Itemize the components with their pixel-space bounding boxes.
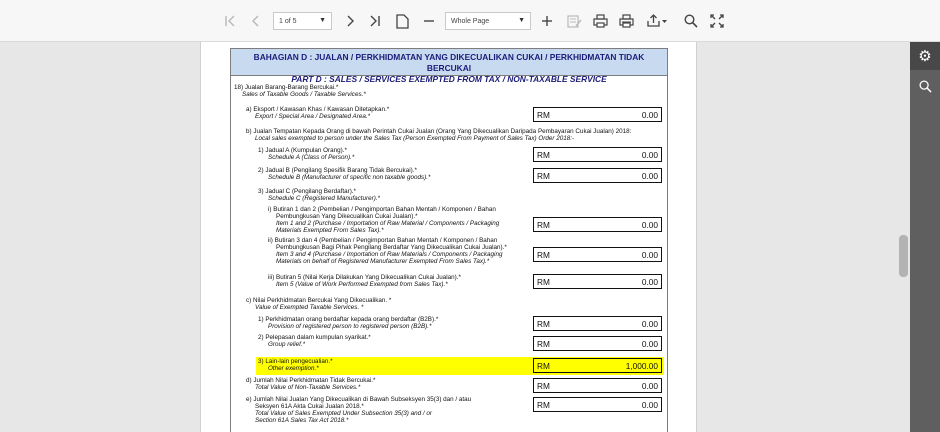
item-e-label-en-2: Section 61A Sales Tax Act 2018.* — [255, 417, 349, 424]
pdf-page — [200, 42, 697, 432]
item-b1-label-en: Schedule A (Class of Person).* — [268, 154, 355, 161]
item-e-value: 0.00 — [641, 400, 658, 410]
previous-page-icon[interactable] — [248, 11, 264, 31]
item-b2-value: 0.00 — [641, 171, 658, 181]
item-b3-label: 3) Jadual C (Pengilang Berdaftar).* — [258, 188, 357, 195]
item-c3-field[interactable] — [533, 358, 662, 373]
search-icon[interactable] — [910, 72, 940, 100]
vertical-scrollbar[interactable] — [897, 42, 910, 432]
item-b3i-label-2: Pembungkusan Yang Dikecualikan Cukai Jualan).* — [276, 213, 418, 220]
item-c2-value: 0.00 — [641, 339, 658, 349]
item-b3i-label: i) Butiran 1 dan 2 (Pembelian / Pengimportan Bahan Mentah / Komponen / Bahan — [268, 206, 496, 213]
item-b3i-label-en: Item 1 and 2 (Purchase / Importation of Raw Material / Components / Packaging — [276, 220, 500, 227]
item-b-label-en: Local sales exempted to person under the Sales Tax (Person Exempted From Payment of Sales Tax) Order 2018:- — [255, 135, 575, 142]
currency-label: RM — [537, 400, 550, 410]
item-b3i-field[interactable] — [533, 217, 662, 232]
item-e-label-en: Total Value of Sales Exempted Under Subsection 35(3) and / or — [255, 410, 433, 417]
item-d-value: 0.00 — [641, 381, 658, 391]
item-c2-label-en: Group relief.* — [268, 341, 306, 348]
item-c2-label: 2) Pelepasan dalam kumpulan syarikat.* — [258, 334, 371, 341]
zoom-in-icon[interactable] — [539, 11, 555, 31]
item-b2-label: 2) Jadual B (Pengilang Spesifik Barang Tidak Bercukai).* — [258, 167, 417, 174]
section-title-english: PART D : SALES / SERVICES EXEMPTED FROM TAX / NON-TAXABLE SERVICE — [291, 74, 607, 84]
currency-label: RM — [537, 339, 550, 349]
item-c1-label-en: Provision of registered person to registered person (B2B).* — [268, 323, 432, 330]
right-sidebar — [910, 42, 940, 432]
next-page-icon[interactable] — [342, 11, 358, 31]
currency-label: RM — [537, 150, 550, 160]
zoom-out-icon[interactable] — [421, 11, 437, 31]
item-c3-label-en: Other exemption.* — [268, 365, 319, 372]
gear-icon[interactable]: ⚙ — [910, 42, 940, 70]
item-d-label-en: Total Value of Non-Taxable Services.* — [255, 384, 361, 391]
page-view-icon[interactable] — [394, 11, 410, 31]
last-page-icon[interactable] — [367, 11, 383, 31]
item-c-label-en: Value of Exempted Taxable Services. * — [255, 304, 364, 311]
item-b3i-label-en-2: Materials Exempted From Sales Tax).* — [276, 227, 384, 234]
first-page-icon[interactable] — [222, 11, 238, 31]
item-b3iii-label-en: Item 5 (Value of Work Performed Exempted from Sales Tax).* — [276, 281, 448, 288]
item-b2-field[interactable] — [533, 168, 662, 183]
currency-label: RM — [537, 171, 550, 181]
pdf-toolbar — [0, 0, 940, 42]
item-c3-value: 1,000.00 — [625, 361, 658, 371]
item-e-label-2: Seksyen 61A Akta Cukai Jualan 2018.* — [255, 403, 364, 410]
zoom-level: Whole Page — [451, 17, 490, 25]
page-indicator: 1 of 5 — [279, 17, 297, 25]
currency-label: RM — [537, 220, 550, 230]
page-selector[interactable] — [273, 12, 332, 30]
item-b3iii-value: 0.00 — [641, 277, 658, 287]
item-b3i-value: 0.00 — [641, 220, 658, 230]
item-b3ii-label: ii) Butiran 3 dan 4 (Pembelian / Pengimportan Bahan Mentah / Komponen / Bahan — [268, 237, 498, 244]
item-b2-label-en: Schedule B (Manufacturer of specific non taxable goods).* — [268, 174, 431, 181]
item-b1-value: 0.00 — [641, 150, 658, 160]
annotate-icon[interactable] — [565, 11, 583, 31]
currency-label: RM — [537, 277, 550, 287]
item-b3-label-en: Schedule C (Registered Manufacturer).* — [268, 195, 380, 202]
item-a-label-en: Export / Special Area / Designated Area.* — [255, 113, 371, 120]
item-b3ii-label-2: Pembungkusan Bagi Pihak Pengilang Berdaftar Yang Dikecualikan Cukai Jualan).* — [276, 244, 507, 251]
currency-label: RM — [537, 110, 550, 120]
item-c1-field[interactable] — [533, 316, 662, 331]
search-icon[interactable] — [682, 11, 700, 31]
item-b3ii-field[interactable] — [533, 247, 662, 262]
item-b3iii-field[interactable] — [533, 274, 662, 289]
print-icon[interactable] — [591, 11, 609, 31]
currency-label: RM — [537, 381, 550, 391]
print-alt-icon[interactable] — [617, 11, 635, 31]
item-d-label: d) Jumlah Nilai Perkhidmatan Tidak Bercukai.* — [246, 377, 376, 384]
item-c1-label: 1) Perkhidmatan orang berdaftar kepada orang berdaftar (B2B).* — [258, 316, 439, 323]
item-b3ii-value: 0.00 — [641, 250, 658, 260]
share-icon[interactable] — [645, 11, 669, 31]
item-d-field[interactable] — [533, 378, 662, 393]
item-b3ii-label-en: Item 3 and 4 (Purchase / Importation of Raw Materials / Components / Packaging — [276, 251, 503, 258]
item-a-field[interactable] — [533, 107, 662, 122]
item-e-field[interactable] — [533, 397, 662, 412]
item-b3ii-label-en-2: Materials on behalf of Registered Manufacturer Exempted From Sales Tax).* — [276, 258, 490, 265]
item-c2-field[interactable] — [533, 336, 662, 351]
item-c3-label: 3) Lain-lain pengecualian.* — [258, 358, 333, 365]
item-c1-value: 0.00 — [641, 319, 658, 329]
currency-label: RM — [537, 319, 550, 329]
chevron-down-icon: ▼ — [319, 17, 326, 24]
zoom-selector[interactable] — [445, 12, 531, 30]
chevron-down-icon: ▼ — [518, 17, 525, 24]
section-header — [231, 49, 667, 84]
item-a-value: 0.00 — [641, 110, 658, 120]
item-b1-label: 1) Jadual A (Kumpulan Orang).* — [258, 147, 347, 154]
item-e-label: e) Jumlah Nilai Jualan Yang Dikecualikan di Bawah Subseksyen 35(3) dan / atau — [246, 396, 472, 403]
item-a-label: a) Eksport / Kawasan Khas / Kawasan Ditetapkan.* — [246, 106, 390, 113]
q18-label: 18) Jualan Barang-Barang Bercukai.* — [234, 84, 339, 91]
item-b-label: b) Jualan Tempatan Kepada Orang di bawah Perintah Cukai Jualan (Orang Yang Dikecualikan Daripada Pembayaran Cukai Jualan) 2018: — [246, 128, 632, 135]
scrollbar-thumb[interactable] — [899, 235, 908, 277]
item-b3iii-label: iii) Butiran 5 (Nilai Kerja Dilakukan Yang Dikecualikan Cukai Jualan).* — [268, 274, 461, 281]
form-section-part-d — [230, 48, 668, 432]
q18-label-en: Sales of Taxable Goods / Taxable Services.* — [242, 91, 366, 98]
section-title-malay: BAHAGIAN D : JUALAN / PERKHIDMATAN YANG DIKECUALIKAN CUKAI / PERKHIDMATAN TIDAK BERCUKAI — [253, 52, 645, 73]
currency-label: RM — [537, 361, 550, 371]
item-b1-field[interactable] — [533, 147, 662, 162]
fullscreen-icon[interactable] — [708, 11, 726, 31]
item-c-label: c) Nilai Perkhidmatan Bercukai Yang Dikecualikan. * — [246, 297, 392, 304]
currency-label: RM — [537, 250, 550, 260]
